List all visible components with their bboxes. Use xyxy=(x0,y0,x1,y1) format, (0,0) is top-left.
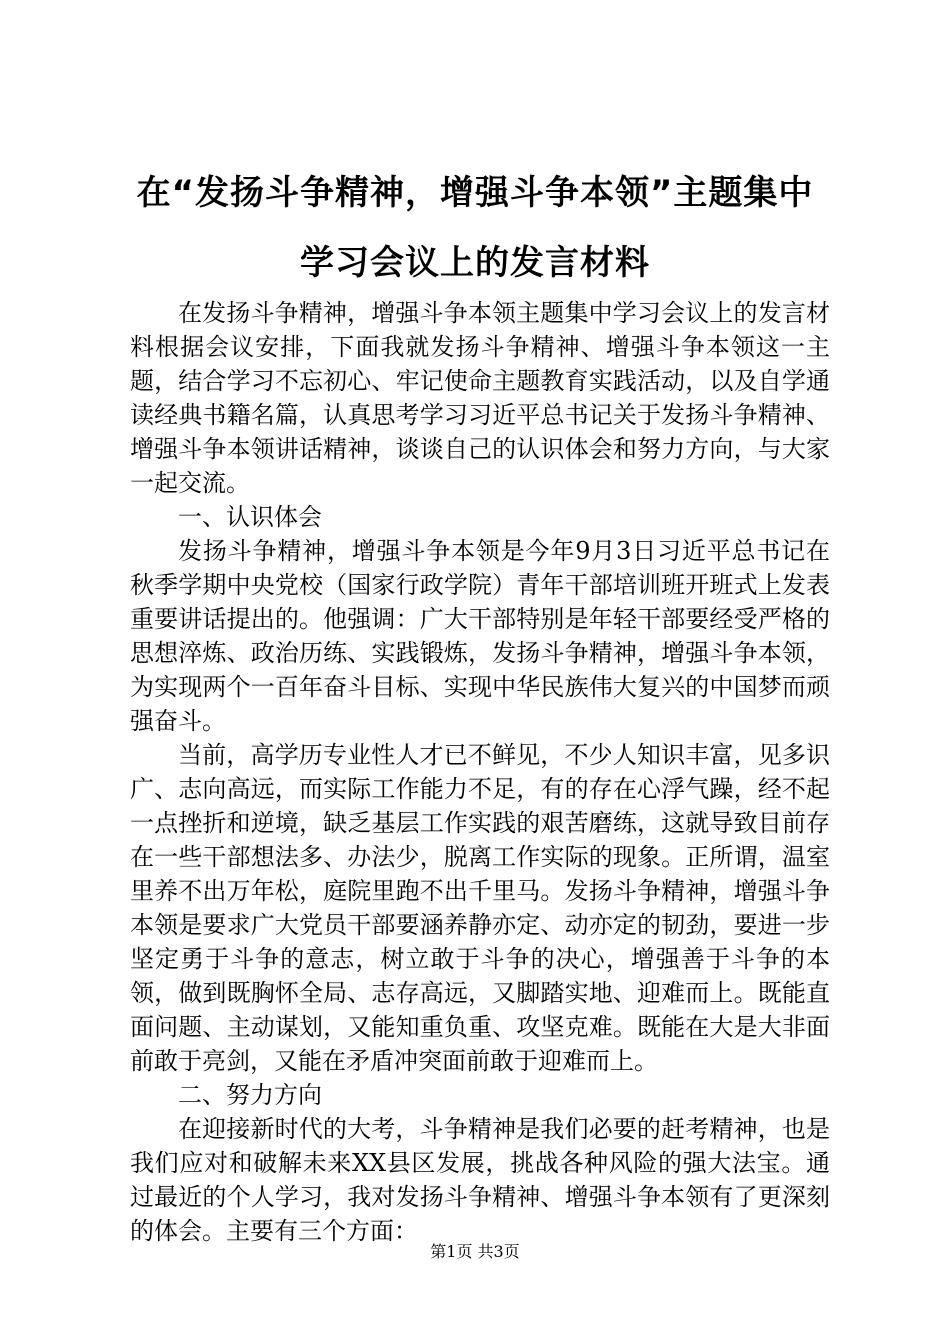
title-line-2: 学习会议上的发言材料 xyxy=(300,243,650,283)
title-line-1: 在“发扬斗争精神，增强斗争本领”主题集中 xyxy=(136,173,814,213)
paragraph-speech-background: 发扬斗争精神，增强斗争本领是今年9月3日习近平总书记在秋季学期中央党校（国家行政学院）青年干部培训班开班式上发表重要讲话提出的。他强调：广大干部特别是年轻干部要经受严格的思想淬炼、政治历练、实践锻炼，发扬斗争精神，增强斗争本领，为实现两个一百年奋斗目标、实现中华民族伟大复兴的中国梦而顽强奋斗。 xyxy=(130,537,830,735)
section-heading-direction: 二、努力方向 xyxy=(178,1081,322,1109)
paragraph-current-situation: 当前，高学历专业性人才已不鲜见，不少人知识丰富，见多识广、志向高远，而实际工作能力不足，有的存在心浮气躁，经不起一点挫折和逆境，缺乏基层工作实践的艰苦磨练，这就导致目前存在一些干部想法多、办法少，脱离工作实际的现象。正所谓，温室里养不出万年松，庭院里跑不出千里马。发扬斗争精神，增强斗争本领是要求广大党员干部要涵养静亦定、动亦定的韧劲，要进一步坚定勇于斗争的意志，树立敢于斗争的决心，增强善于斗争的本领，做到既胸怀全局、志存高远，又脚踏实地、迎难而上。既能直面问题、主动谋划，又能知重负重、攻坚克难。既能在大是大非面前敢于亮剑，又能在矛盾冲突面前敢于迎难而上。 xyxy=(130,741,830,1075)
document-title xyxy=(100,158,850,298)
paragraph-new-era: 在迎接新时代的大考，斗争精神是我们必要的赶考精神，也是我们应对和破解未来XX县区发展，挑战各种风险的强大法宝。通过最近的个人学习，我对发扬斗争精神、增强斗争本领有了更深刻的体会。主要有三个方面： xyxy=(130,1115,830,1245)
page-number-footer: 第1页 共3页 xyxy=(430,1242,520,1261)
section-heading-understanding: 一、认识体会 xyxy=(178,503,322,531)
document-body xyxy=(130,296,830,1248)
paragraph-intro: 在发扬斗争精神，增强斗争本领主题集中学习会议上的发言材料根据会议安排，下面我就发扬斗争精神、增强斗争本领这一主题，结合学习不忘初心、牢记使命主题教育实践活动，以及自学通读经典书籍名篇，认真思考学习习近平总书记关于发扬斗争精神、增强斗争本领讲话精神，谈谈自己的认识体会和努力方向，与大家一起交流。 xyxy=(130,299,830,497)
